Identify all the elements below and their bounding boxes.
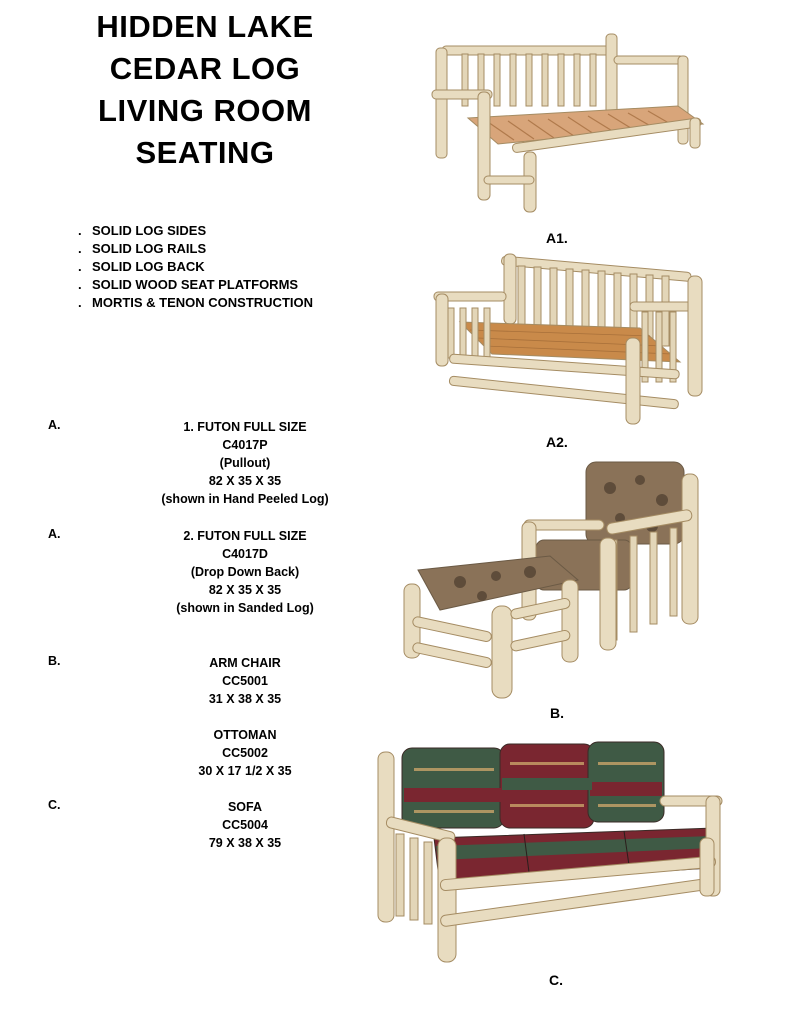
feature-item: . SOLID WOOD SEAT PLATFORMS: [78, 277, 299, 292]
entry-line: 82 X 35 X 35: [208, 583, 282, 597]
caption-a1: A1.: [546, 230, 568, 246]
photo-sofa: [374, 738, 728, 968]
entry-letter: A.: [48, 527, 61, 541]
title-line: CEDAR LOG: [109, 51, 301, 86]
entry-line: (Drop Down Back): [190, 565, 300, 579]
feature-item: . SOLID LOG RAILS: [78, 241, 207, 256]
entry-letter: B.: [48, 654, 61, 668]
entry-line: SOFA: [227, 800, 263, 814]
entry-line: OTTOMAN: [213, 728, 277, 742]
entry-line: 2. FUTON FULL SIZE: [183, 529, 307, 543]
entry-line: 1. FUTON FULL SIZE: [183, 420, 307, 434]
caption-a2: A2.: [546, 434, 568, 450]
entry-line: (shown in Sanded Log): [176, 601, 314, 615]
entry-line: 30 X 17 1/2 X 35: [198, 764, 292, 778]
entry-line: C4017D: [222, 547, 268, 561]
feature-item: . MORTIS & TENON CONSTRUCTION: [78, 295, 313, 310]
entry-line: 31 X 38 X 35: [208, 692, 282, 706]
entry-line: (Pullout): [219, 456, 271, 470]
feature-item: . SOLID LOG BACK: [78, 259, 205, 274]
entry-line: 79 X 38 X 35: [208, 836, 282, 850]
photo-futon-dropdown: [430, 250, 708, 430]
title-line: SEATING: [135, 135, 275, 170]
page-title: [40, 6, 370, 174]
entry-line: C4017P: [222, 438, 268, 452]
entry-letter: A.: [48, 418, 61, 432]
feature-item: . SOLID LOG SIDES: [78, 223, 207, 238]
title-line: LIVING ROOM: [98, 93, 312, 128]
caption-c: C.: [549, 972, 563, 988]
feature-list: [78, 222, 313, 312]
photo-arm-chair-ottoman: [400, 460, 710, 702]
entry-line: CC5002: [222, 746, 268, 760]
entry-line: CC5004: [222, 818, 268, 832]
entry-line: CC5001: [222, 674, 268, 688]
entry-letter: C.: [48, 798, 61, 812]
entry-line: ARM CHAIR: [209, 656, 281, 670]
entry-line: 82 X 35 X 35: [208, 474, 282, 488]
photo-futon-pullout: [428, 26, 713, 218]
entry-line: (shown in Hand Peeled Log): [161, 492, 329, 506]
caption-b: B.: [550, 705, 564, 721]
title-line: HIDDEN LAKE: [96, 9, 314, 44]
